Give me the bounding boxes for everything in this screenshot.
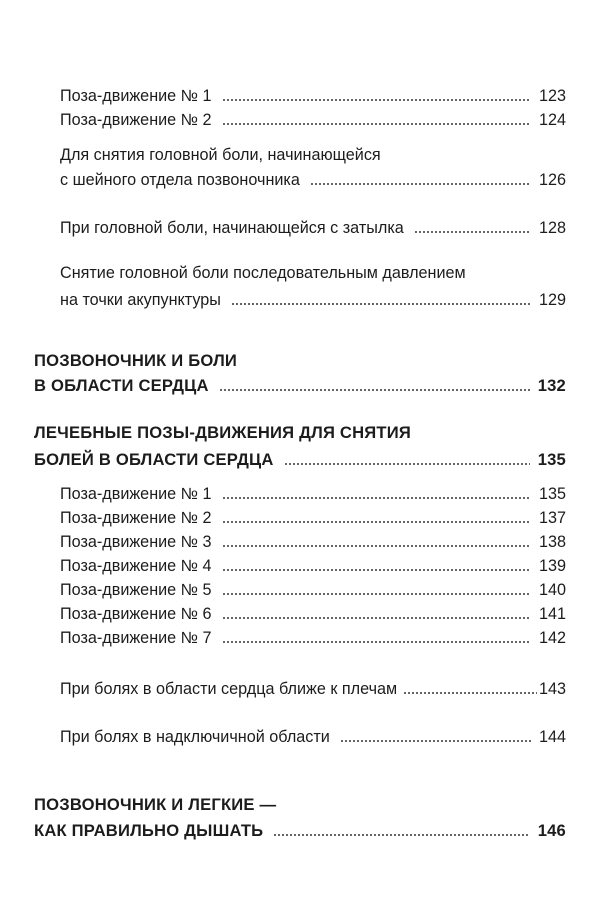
- section-title-line1: ЛЕЧЕБНЫЕ ПОЗЫ-ДВИЖЕНИЯ ДЛЯ СНЯТИЯ: [34, 423, 412, 442]
- section-title: БОЛЕЙ В ОБЛАСТИ СЕРДЦА: [34, 450, 274, 469]
- toc-entry[interactable]: [60, 108, 566, 130]
- toc-entry-page: 138: [538, 533, 566, 551]
- toc-entry-label: Поза-движение № 2: [60, 509, 212, 527]
- toc-entry-label: на точки акупунктуры: [60, 291, 221, 309]
- toc-entry-label: Поза-движение № 1: [60, 87, 212, 105]
- leader-dots: [273, 834, 529, 836]
- leader-dots: [310, 183, 531, 185]
- leader-dots: [284, 463, 530, 465]
- toc-entry-page: 129: [538, 291, 566, 309]
- toc-section[interactable]: [34, 448, 566, 470]
- section-page: 135: [537, 450, 566, 469]
- toc-entry[interactable]: [60, 482, 566, 504]
- leader-dots: [222, 569, 531, 571]
- toc-entry-page: 140: [538, 581, 566, 599]
- toc-entry-page: 135: [538, 485, 566, 503]
- toc-entry-page: 142: [538, 629, 566, 647]
- section-title-line1: ПОЗВОНОЧНИК И ЛЕГКИЕ —: [34, 795, 277, 814]
- toc-entry[interactable]: [60, 168, 566, 190]
- section-title: КАК ПРАВИЛЬНО ДЫШАТЬ: [34, 821, 264, 840]
- toc-entry-label-line1: Снятие головной боли последовательным давлением: [60, 264, 466, 282]
- toc-entry[interactable]: [60, 725, 566, 747]
- leader-dots: [222, 497, 531, 499]
- toc-entry-label: При болях в надключичной области: [60, 728, 330, 746]
- toc-entry[interactable]: [60, 626, 566, 648]
- toc-entry-page: 137: [538, 509, 566, 527]
- section-page: 132: [537, 376, 566, 395]
- leader-dots: [403, 692, 537, 694]
- leader-dots: [219, 389, 530, 391]
- toc-entry[interactable]: [60, 530, 566, 552]
- leader-dots: [222, 593, 531, 595]
- toc-section[interactable]: [34, 819, 566, 841]
- leader-dots: [414, 231, 531, 233]
- toc-entry-label: Поза-движение № 4: [60, 557, 212, 575]
- section-page: 146: [537, 821, 566, 840]
- leader-dots: [340, 740, 531, 742]
- section-title: В ОБЛАСТИ СЕРДЦА: [34, 376, 209, 395]
- toc-entry-page: 144: [538, 728, 566, 746]
- toc-entry-label-line1: Для снятия головной боли, начинающейся: [60, 146, 381, 164]
- toc-entry[interactable]: [60, 216, 566, 238]
- toc-entry-page: 128: [538, 219, 566, 237]
- toc-entry-label: Поза-движение № 3: [60, 533, 212, 551]
- leader-dots: [222, 521, 531, 523]
- leader-dots: [222, 99, 531, 101]
- toc-entry-page: 124: [538, 111, 566, 129]
- toc-entry-label: Поза-движение № 7: [60, 629, 212, 647]
- toc-entry-page: 123: [538, 87, 566, 105]
- toc-entry[interactable]: [60, 578, 566, 600]
- toc-entry-label: При головной боли, начинающейся с затылка: [60, 219, 404, 237]
- toc-entry-label: Поза-движение № 2: [60, 111, 212, 129]
- toc-entry-label: При болях в области сердца ближе к плечам: [60, 680, 398, 698]
- toc-entry[interactable]: [60, 288, 566, 310]
- toc-entry-page: 143: [538, 680, 566, 698]
- toc-entry[interactable]: [60, 554, 566, 576]
- toc-entry-label: с шейного отдела позвоночника: [60, 171, 300, 189]
- leader-dots: [222, 617, 531, 619]
- toc-entry[interactable]: [60, 84, 566, 106]
- leader-dots: [222, 123, 531, 125]
- leader-dots: [222, 641, 531, 643]
- toc-entry-label: Поза-движение № 1: [60, 485, 212, 503]
- section-title-line1: ПОЗВОНОЧНИК И БОЛИ: [34, 351, 238, 370]
- toc-entry-label: Поза-движение № 6: [60, 605, 212, 623]
- toc-entry-page: 141: [538, 605, 566, 623]
- toc-entry-page: 139: [538, 557, 566, 575]
- toc-entry[interactable]: [60, 677, 566, 699]
- toc-section[interactable]: [34, 374, 566, 396]
- toc-entry[interactable]: [60, 506, 566, 528]
- leader-dots: [222, 545, 531, 547]
- leader-dots: [231, 303, 531, 305]
- toc-entry-label: Поза-движение № 5: [60, 581, 212, 599]
- toc-entry-page: 126: [538, 171, 566, 189]
- toc-entry[interactable]: [60, 602, 566, 624]
